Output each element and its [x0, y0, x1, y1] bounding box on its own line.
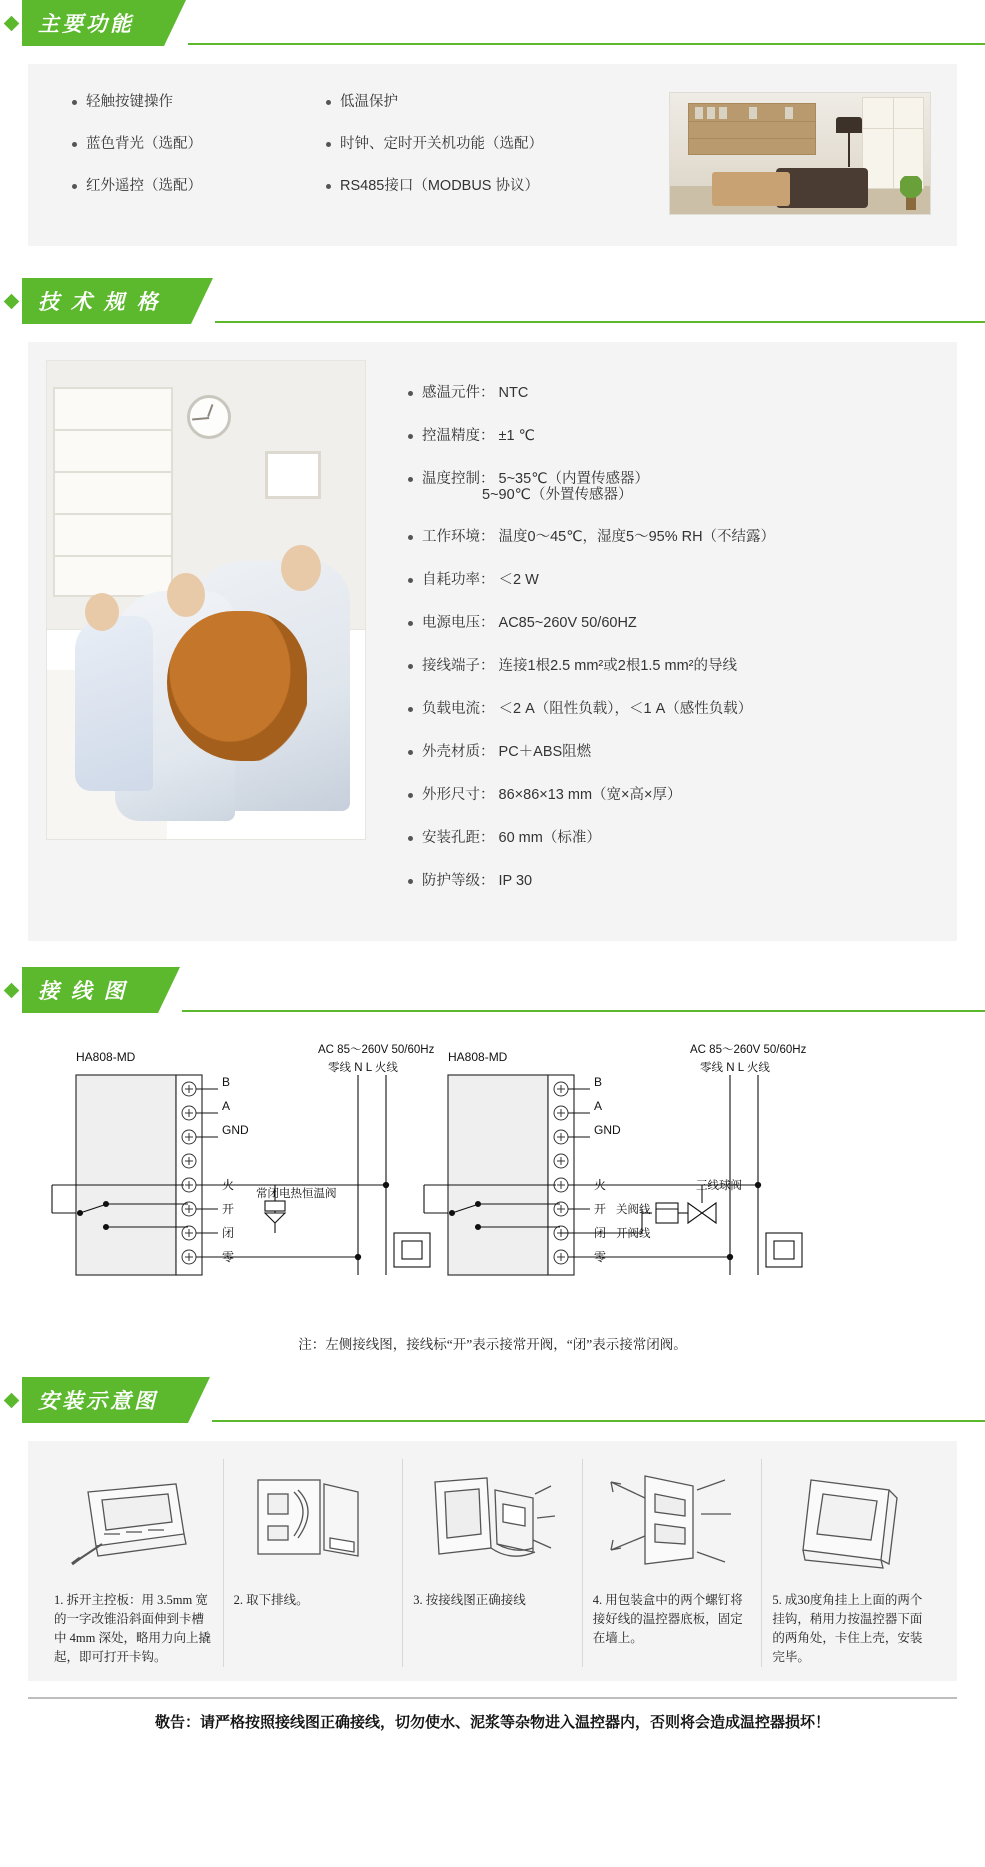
list-item	[72, 92, 302, 112]
terminal-label-kai-right: 开	[594, 1202, 607, 1216]
spec-label: 温度控制： 5~35℃（内置传感器）	[422, 471, 649, 487]
terminal-label-b-right: B	[594, 1075, 603, 1089]
terminal-label-b-left: B	[222, 1075, 231, 1089]
step-illustration-3	[413, 1459, 572, 1579]
diamond-icon	[0, 1377, 22, 1423]
bullet-icon	[72, 100, 77, 105]
wire-label-open-valve: 开阀线	[616, 1228, 651, 1240]
terminal-label-a-right: A	[594, 1099, 603, 1113]
list-item	[408, 526, 929, 548]
features-panel	[28, 64, 957, 246]
step-caption-5: 5. 成30度角挂上上面的两个挂钩，稍用力按温控器下面的两角处，卡住上壳，安装完毕。	[772, 1593, 923, 1664]
spec-label: 安装孔距： 60 mm（标准）	[422, 830, 601, 846]
terminal-label-bi-left: 闭	[222, 1226, 235, 1240]
list-item	[408, 827, 929, 849]
section-header-wiring	[0, 967, 985, 1013]
install-step-5	[762, 1459, 941, 1667]
wiring-diagram	[28, 1027, 957, 1353]
install-step-2	[224, 1459, 404, 1667]
terminal-label-a-left: A	[222, 1099, 231, 1113]
spec-label: 感温元件： NTC	[422, 385, 529, 401]
list-item	[408, 382, 929, 404]
power-label-right-2: 零线 N L 火线	[700, 1062, 770, 1074]
bullet-icon	[408, 836, 413, 841]
bullet-icon	[408, 477, 413, 482]
terminal-label-ling-right: 零	[594, 1250, 607, 1264]
terminal-label-gnd-right: GND	[594, 1123, 621, 1137]
step-caption-4: 4. 用包装盒中的两个螺钉将接好线的温控器底板，固定在墙上。	[592, 1593, 743, 1645]
feature-label: 低温保护	[340, 94, 398, 110]
list-item	[72, 176, 302, 196]
list-item	[408, 569, 929, 591]
section-title-specs: 技 术 规 格	[22, 278, 191, 324]
bullet-icon	[408, 879, 413, 884]
bullet-icon	[326, 184, 331, 189]
list-item	[408, 870, 929, 892]
specs-panel	[28, 342, 957, 941]
section-header-features	[0, 0, 985, 46]
step-caption-1: 1. 拆开主控板：用 3.5mm 宽的一字改锥沿斜面伸到卡槽中 4mm 深处，略用力向上撬起，即可打开卡钩。	[54, 1593, 211, 1664]
terminal-label-bi-right: 闭	[594, 1226, 607, 1240]
bullet-icon	[408, 621, 413, 626]
list-item	[326, 134, 556, 154]
model-label-left: HA808-MD	[76, 1050, 136, 1064]
bullet-icon	[72, 142, 77, 147]
power-label-left-2: 零线 N L 火线	[328, 1062, 398, 1074]
bullet-icon	[72, 184, 77, 189]
step-caption-3: 3. 按接线图正确接线	[413, 1593, 526, 1607]
spec-label: 外形尺寸： 86×86×13 mm（宽×高×厚）	[422, 787, 682, 803]
bullet-icon	[408, 535, 413, 540]
feature-label: 时钟、定时开关机功能（选配）	[340, 136, 543, 152]
spec-label: 电源电压： AC85~260V 50/60HZ	[422, 615, 637, 631]
spec-label: 自耗功率： ＜2 W	[422, 572, 539, 588]
terminal-label-kai-left: 开	[222, 1202, 235, 1216]
terminal-label-ling-left: 零	[222, 1250, 235, 1264]
bullet-icon	[408, 434, 413, 439]
list-item	[408, 741, 929, 763]
list-item	[408, 698, 929, 720]
step-illustration-4	[593, 1459, 752, 1579]
wiring-note: 注：左侧接线图，接线标“开”表示接常开阀，“闭”表示接常闭阀。	[298, 1337, 687, 1352]
install-steps	[44, 1459, 941, 1667]
spec-label: 工作环境： 温度0～45℃，湿度5～95% RH（不结露）	[422, 529, 776, 545]
diamond-icon	[0, 0, 22, 46]
spec-sublabel: 5~90℃（外置传感器）	[482, 487, 633, 503]
spec-label: 负载电流： ＜2 A（阻性负载），＜1 A（感性负载）	[422, 701, 753, 717]
spec-label: 防护等级： IP 30	[422, 873, 533, 889]
install-step-1	[44, 1459, 224, 1667]
bullet-icon	[408, 391, 413, 396]
valve-label-right: 三线球阀	[696, 1180, 742, 1192]
spec-label: 接线端子： 连接1根2.5 mm²或2根1.5 mm²的导线	[422, 658, 737, 674]
spec-label: 外壳材质： PC＋ABS阻燃	[422, 744, 592, 760]
warning-text: 敬告：请严格按照接线图正确接线，切勿使水、泥浆等杂物进入温控器内，否则将会造成温控器损坏！	[28, 1697, 957, 1758]
features-columns	[54, 92, 659, 218]
header-rule	[188, 43, 985, 45]
bullet-icon	[326, 100, 331, 105]
wiring-svg	[28, 1037, 957, 1327]
diamond-icon	[0, 967, 22, 1013]
section-title-features: 主要功能	[22, 0, 164, 46]
install-panel	[28, 1441, 957, 1681]
feature-label: RS485接口（MODBUS 协议）	[340, 178, 540, 194]
terminal-label-huo-left: 火	[222, 1178, 235, 1192]
list-item	[408, 612, 929, 634]
terminal-label-gnd-left: GND	[222, 1123, 249, 1137]
feature-label: 红外遥控（选配）	[86, 178, 202, 194]
section-title-wiring: 接 线 图	[22, 967, 158, 1013]
install-step-4	[583, 1459, 763, 1667]
step-caption-2: 2. 取下排线。	[233, 1593, 309, 1607]
family-photo	[46, 360, 366, 840]
section-title-install: 安装示意图	[22, 1377, 188, 1423]
model-label-right: HA808-MD	[448, 1050, 508, 1064]
bullet-icon	[408, 664, 413, 669]
bullet-icon	[408, 793, 413, 798]
list-item	[326, 92, 556, 112]
feature-label: 蓝色背光（选配）	[86, 136, 202, 152]
power-label-left-1: AC 85～260V 50/60Hz	[318, 1044, 435, 1056]
list-item	[72, 134, 302, 154]
living-room-photo	[669, 92, 931, 215]
header-rule	[215, 321, 985, 323]
spec-label: 控温精度： ±1 ℃	[422, 428, 535, 444]
list-item	[408, 784, 929, 806]
header-rule	[182, 1010, 985, 1012]
bullet-icon	[326, 142, 331, 147]
power-label-right-1: AC 85～260V 50/60Hz	[690, 1044, 807, 1056]
diamond-icon	[0, 278, 22, 324]
install-step-3	[403, 1459, 583, 1667]
specs-list	[366, 360, 939, 923]
valve-label-left: 常闭电热恒温阀	[256, 1188, 337, 1200]
list-item	[408, 655, 929, 677]
list-item	[326, 176, 556, 196]
features-column-1	[72, 92, 302, 218]
bullet-icon	[408, 707, 413, 712]
step-illustration-2	[234, 1459, 393, 1579]
section-header-specs	[0, 278, 985, 324]
bullet-icon	[408, 750, 413, 755]
terminal-label-huo-right: 火	[594, 1178, 607, 1192]
step-illustration-1	[54, 1459, 213, 1579]
section-header-install	[0, 1377, 985, 1423]
step-illustration-5	[772, 1459, 931, 1579]
feature-label: 轻触按键操作	[86, 94, 173, 110]
wire-label-close-valve: 关阀线	[616, 1204, 651, 1216]
list-item	[408, 425, 929, 447]
bullet-icon	[408, 578, 413, 583]
header-rule	[212, 1420, 985, 1422]
features-column-2	[326, 92, 556, 218]
